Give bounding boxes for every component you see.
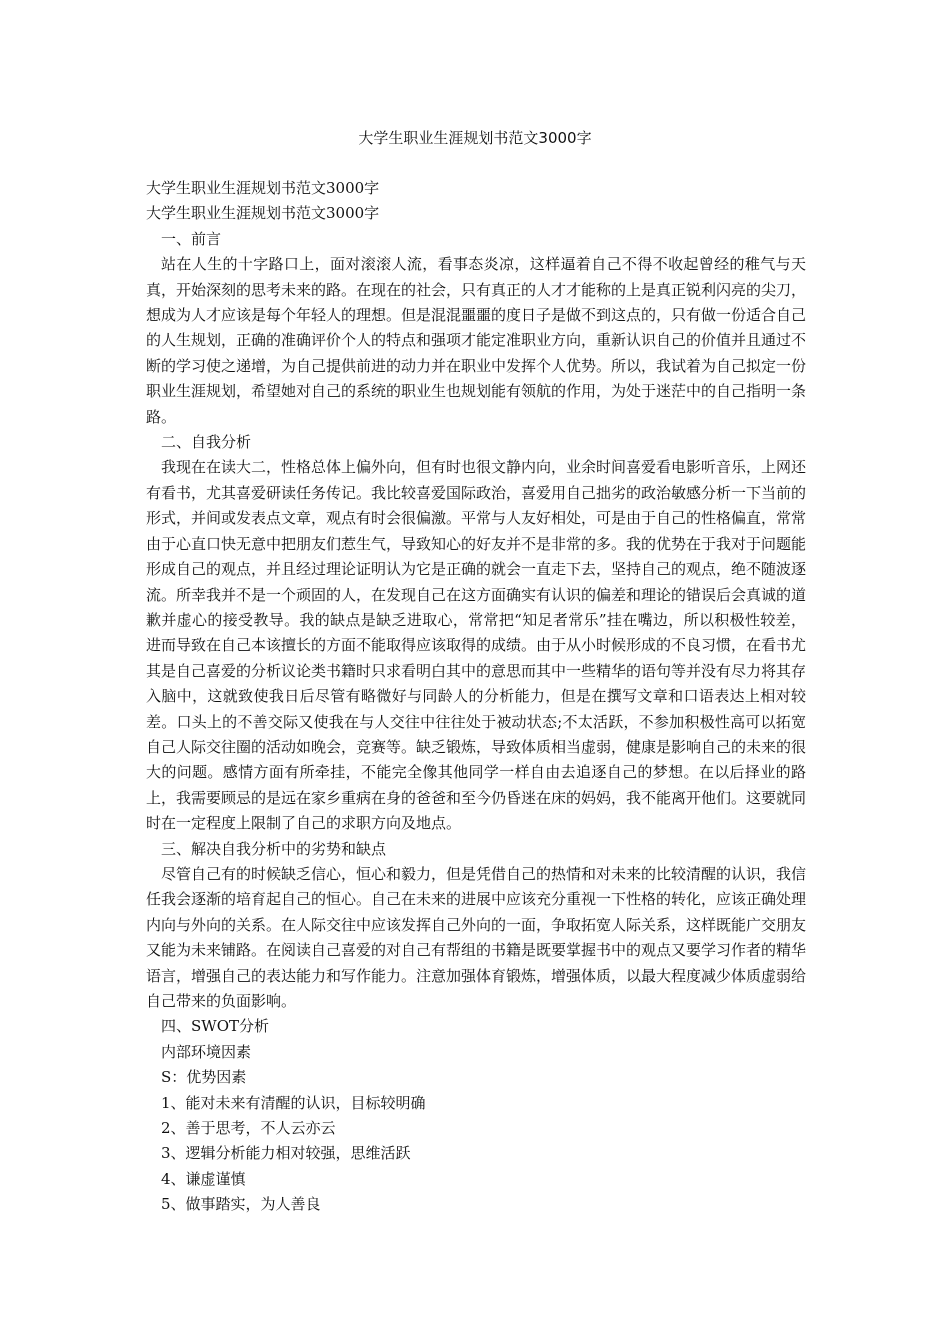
document-body [146, 176, 806, 1218]
swot-strengths-label: S：优势因素 [161, 1068, 247, 1087]
swot-strength-item: 3、逻辑分析能力相对较强，思维活跃 [161, 1144, 411, 1163]
swot-strength-item: 2、善于思考，不人云亦云 [161, 1119, 336, 1138]
swot-subheading: 内部环境因素 [161, 1042, 252, 1061]
section-heading-swot: 四、SWOT分析 [161, 1017, 269, 1036]
section-heading-solutions: 三、解决自我分析中的劣势和缺点 [161, 839, 387, 858]
swot-strength-item: 1、能对未来有清醒的认识，目标较明确 [161, 1093, 426, 1112]
document-title: 大学生职业生涯规划书范文3000字 [358, 129, 592, 147]
section-heading-preface: 一、前言 [161, 229, 222, 248]
section-paragraph-self-analysis: 我现在在读大二，性格总体上偏外向，但有时也很文静内向，业余时间喜爱看电影听音乐，上网还有看书，尤其喜爱研读任务传记。我比较喜爱国际政治，喜爱用自己拙劣的政治敏感分析一下当前的形式，并间或发表点文章，观点有时会很偏激。平常与人友好相处，可是由于自己的性格偏直，常常由于心直口快无意中把朋友们惹生气，导致知心的好友并不是非常的多。我的优势在于我对于问题能形成自己的观点，并且经过理论证明认为它是正确的就会一直走下去，坚持自己的观点，绝不随波逐流。所幸我并不是一个顽固的人，在发现自己在这方面确实有认识的偏差和理论的错误后会真诚的道歉并虚心的接受教导。我的缺点是缺乏进取心，常常把“知足者常乐”挂在嘴边，所以积极性较差，进而导致在自己本该擅长的方面不能取得应该取得的成绩。由于从小时候形成的不良习惯，在看书尤其是自己喜爱的分析议论类书籍时只求看明白其中的意思而其中一些精华的语句等并没有尽力将其存入脑中，这就致使我日后尽管有略微好与同龄人的分析能力，但是在撰写文章和口语表达上相对较差。口头上的不善交际又使我在与人交往中往往处于被动状态;不太活跃，不参加积极性高可以拓宽自己人际交往圈的活动如晚会，竞赛等。缺乏锻炼，导致体质相当虚弱，健康是影响自己的未来的很大的问题。感情方面有所牵挂，不能完全像其他同学一样自由去追逐自己的梦想。在以后择业的路上，我需要顾忌的是远在家乡重病在身的爸爸和至今仍昏迷在床的妈妈，我不能离开他们。这要就同时在一定程度上限制了自己的求职方向及地点。 [146, 458, 807, 833]
swot-strength-item: 4、谦虚谨慎 [161, 1169, 246, 1188]
document-subtitle-repeat: 大学生职业生涯规划书范文3000字 [146, 204, 380, 223]
section-heading-self-analysis: 二、自我分析 [161, 433, 252, 452]
section-paragraph-preface: 站在人生的十字路口上，面对滚滚人流，看事态炎凉，这样逼着自己不得不收起曾经的稚气与天真，开始深刻的思考未来的路。在现在的社会，只有真正的人才才能称的上是真正锐利闪亮的尖刀，想成为人才应该是每个年轻人的理想。但是混混噩噩的度日子是做不到这点的，只有做一份适合自己的人生规划，正确的准确评价个人的特点和强项才能定准职业方向，重新认识自己的价值并且通过不断的学习使之递增，为自己提供前进的动力并在职业中发挥个人优势。所以，我试着为自己拟定一份职业生涯规划，希望她对自己的系统的职业生也规划能有领航的作用，为处于迷茫中的自己指明一条路。 [146, 255, 807, 426]
section-paragraph-solutions: 尽管自己有的时候缺乏信心，恒心和毅力，但是凭借自己的热情和对未来的比较清醒的认识，我信任我会逐渐的培育起自己的恒心。自己在未来的进展中应该充分重视一下性格的转化，应该正确处理内向与外向的关系。在人际交往中应该发挥自己外向的一面，争取拓宽人际关系，这样既能广交朋友又能为未来铺路。在阅读自己喜爱的对自己有帮组的书籍是既要掌握书中的观点又要学习作者的精华语言，增强自己的表达能力和写作能力。注意加强体育锻炼，增强体质，以最大程度减少体质虚弱给自己带来的负面影响。 [146, 864, 807, 1010]
document-subtitle: 大学生职业生涯规划书范文3000字 [146, 179, 380, 197]
swot-strength-item: 5、做事踏实，为人善良 [161, 1195, 321, 1214]
